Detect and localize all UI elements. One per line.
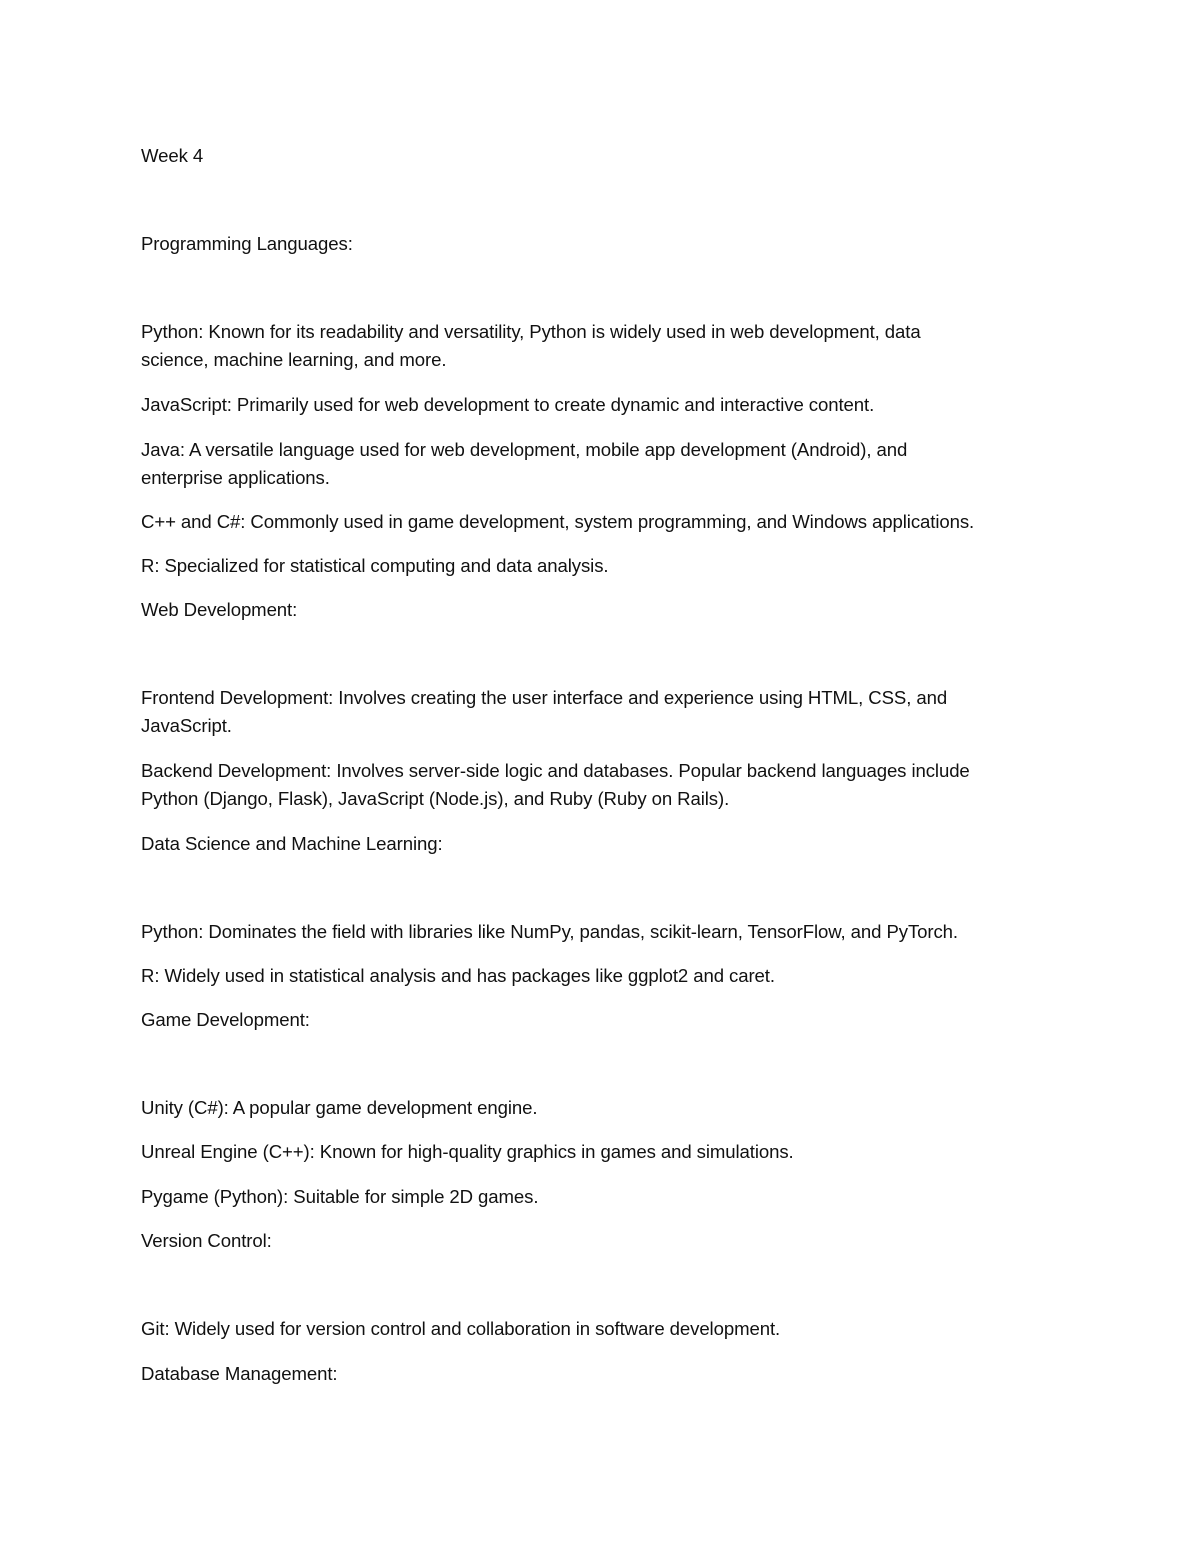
paragraph-line: JavaScript: Primarily used for web development to create dynamic and interactive content. [141, 394, 875, 415]
paragraph-line: R: Widely used in statistical analysis and has packages like ggplot2 and caret. [141, 965, 775, 986]
paragraph-line: Unreal Engine (C++): Known for high-quality graphics in games and simulations. [141, 1141, 794, 1162]
section-heading-web-development: Web Development: [141, 599, 298, 620]
paragraph-line: enterprise applications. [141, 467, 330, 488]
section-heading-game-development: Game Development: [141, 1009, 310, 1030]
section-heading-database-management: Database Management: [141, 1363, 338, 1384]
document-title: Week 4 [141, 145, 204, 166]
paragraph-line: Python: Known for its readability and versatility, Python is widely used in web development, data [141, 321, 921, 342]
paragraph-line: Git: Widely used for version control and collaboration in software development. [141, 1318, 781, 1339]
paragraph-line: Java: A versatile language used for web development, mobile app development (Android), and [141, 439, 908, 460]
paragraph-line: C++ and C#: Commonly used in game development, system programming, and Windows applications. [141, 511, 975, 532]
paragraph-line: Python: Dominates the field with libraries like NumPy, pandas, scikit-learn, TensorFlow, and PyTorch. [141, 921, 958, 942]
section-heading-version-control: Version Control: [141, 1230, 272, 1251]
paragraph-line: Python (Django, Flask), JavaScript (Node.js), and Ruby (Ruby on Rails). [141, 788, 730, 809]
section-heading-programming-languages: Programming Languages: [141, 233, 353, 254]
section-heading-data-science: Data Science and Machine Learning: [141, 833, 443, 854]
paragraph-line: Frontend Development: Involves creating the user interface and experience using HTML, CSS, and [141, 687, 948, 708]
paragraph-line: science, machine learning, and more. [141, 349, 447, 370]
paragraph-line: R: Specialized for statistical computing and data analysis. [141, 555, 609, 576]
paragraph-line: Pygame (Python): Suitable for simple 2D games. [141, 1186, 539, 1207]
paragraph-line: Unity (C#): A popular game development engine. [141, 1097, 538, 1118]
paragraph-line: JavaScript. [141, 715, 232, 736]
paragraph-line: Backend Development: Involves server-side logic and databases. Popular backend languages include [141, 760, 970, 781]
